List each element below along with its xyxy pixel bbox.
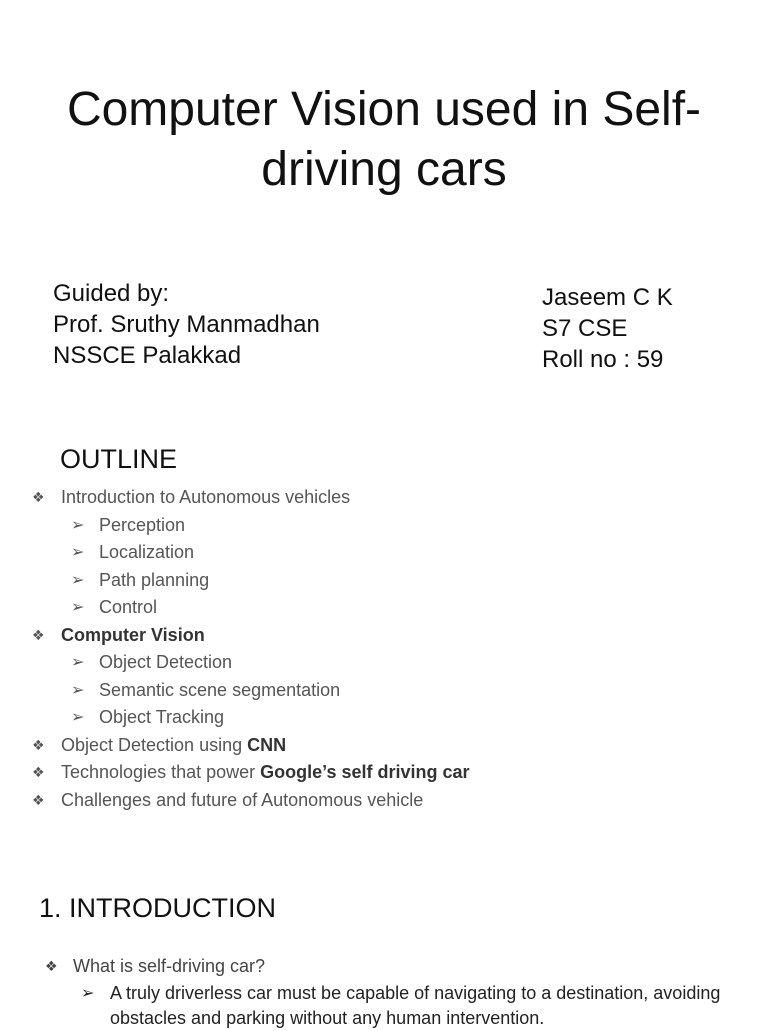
guide-institution: NSSCE Palakkad: [53, 342, 242, 369]
arrowhead-bullet-icon: ➢: [81, 985, 95, 1002]
intro-heading: 1. INTRODUCTION: [39, 893, 277, 923]
outline-item-plain: Control: [99, 597, 158, 617]
outline-item-text: [99, 539, 194, 566]
student-roll: Roll no : 59: [542, 346, 664, 373]
guide-block: [53, 278, 320, 371]
outline-item-text: [99, 512, 185, 539]
intro-answer: A truly driverless car must be capable of navigating to a destination, avoiding obstacles and parking without any human intervention.: [110, 983, 721, 1028]
arrowhead-bullet-icon: ➢: [71, 681, 85, 699]
outline-item-plain: Challenges and future of Autonomous vehicle: [61, 789, 424, 810]
outline-item-text: [61, 759, 470, 786]
outline-item-text: [99, 594, 157, 621]
outline-heading: OUTLINE: [60, 444, 178, 474]
outline-item-emphasis: Computer Vision: [61, 624, 205, 645]
student-block: [542, 282, 673, 375]
outline-item-plain: Introduction to Autonomous vehicles: [61, 487, 351, 507]
outline-item-emphasis: CNN: [247, 734, 287, 755]
arrowhead-bullet-icon: ➢: [71, 654, 85, 671]
outline-item-text: [99, 567, 209, 594]
outline-item-text: [61, 484, 350, 511]
outline-item: [32, 539, 752, 567]
arrowhead-bullet-icon: ➢: [71, 544, 85, 561]
diamond-bullet-icon: ❖: [32, 626, 45, 643]
outline-item-text: [99, 704, 224, 731]
outline-item: [32, 759, 752, 787]
outline-item-plain: Object Detection: [99, 652, 233, 672]
intro-question: What is self-driving car?: [73, 956, 266, 976]
outline-item: [32, 787, 752, 815]
outline-item: [32, 512, 752, 540]
diamond-bullet-icon: ❖: [32, 791, 45, 808]
outline-item-text: [61, 622, 205, 649]
outline-item: [32, 704, 752, 732]
outline-item-emphasis: Google’s self driving car: [260, 762, 470, 782]
outline-item-text: [61, 732, 286, 759]
outline-item: [32, 567, 752, 595]
outline-item-plain: Perception: [99, 514, 186, 535]
document-title: Computer Vision used in Self-driving cars: [66, 83, 702, 196]
guide-name: Prof. Sruthy Manmadhan: [53, 311, 320, 338]
outline-item: [32, 622, 752, 650]
outline-item: [32, 732, 752, 760]
student-class: S7 CSE: [542, 315, 628, 342]
outline-item: [32, 594, 752, 622]
outline-item-text: [99, 677, 340, 704]
intro-content: [45, 953, 745, 1031]
outline-list: [32, 484, 752, 814]
outline-item-text: [61, 787, 423, 814]
guide-label: Guided by:: [53, 280, 170, 307]
arrowhead-bullet-icon: ➢: [71, 571, 85, 589]
arrowhead-bullet-icon: ➢: [71, 516, 85, 534]
outline-item-plain: Semantic scene segmentation: [99, 679, 341, 700]
outline-item-plain: Object Detection using: [61, 734, 248, 755]
outline-item-plain: Path planning: [99, 569, 210, 590]
diamond-bullet-icon: ❖: [32, 764, 45, 780]
outline-item: [32, 677, 752, 705]
arrowhead-bullet-icon: ➢: [71, 599, 85, 616]
student-name: Jaseem C K: [542, 284, 673, 311]
intro-question-item: [45, 953, 745, 981]
outline-item-plain: Localization: [99, 542, 195, 562]
arrowhead-bullet-icon: ➢: [71, 709, 85, 726]
outline-item: [32, 649, 752, 677]
diamond-bullet-icon: ❖: [32, 736, 45, 753]
diamond-bullet-icon: ❖: [45, 958, 58, 974]
outline-item: [32, 484, 752, 512]
outline-item-text: [99, 649, 232, 676]
diamond-bullet-icon: ❖: [32, 489, 45, 505]
outline-item-plain: Object Tracking: [99, 707, 225, 727]
outline-item-plain: Technologies that power: [61, 762, 261, 782]
